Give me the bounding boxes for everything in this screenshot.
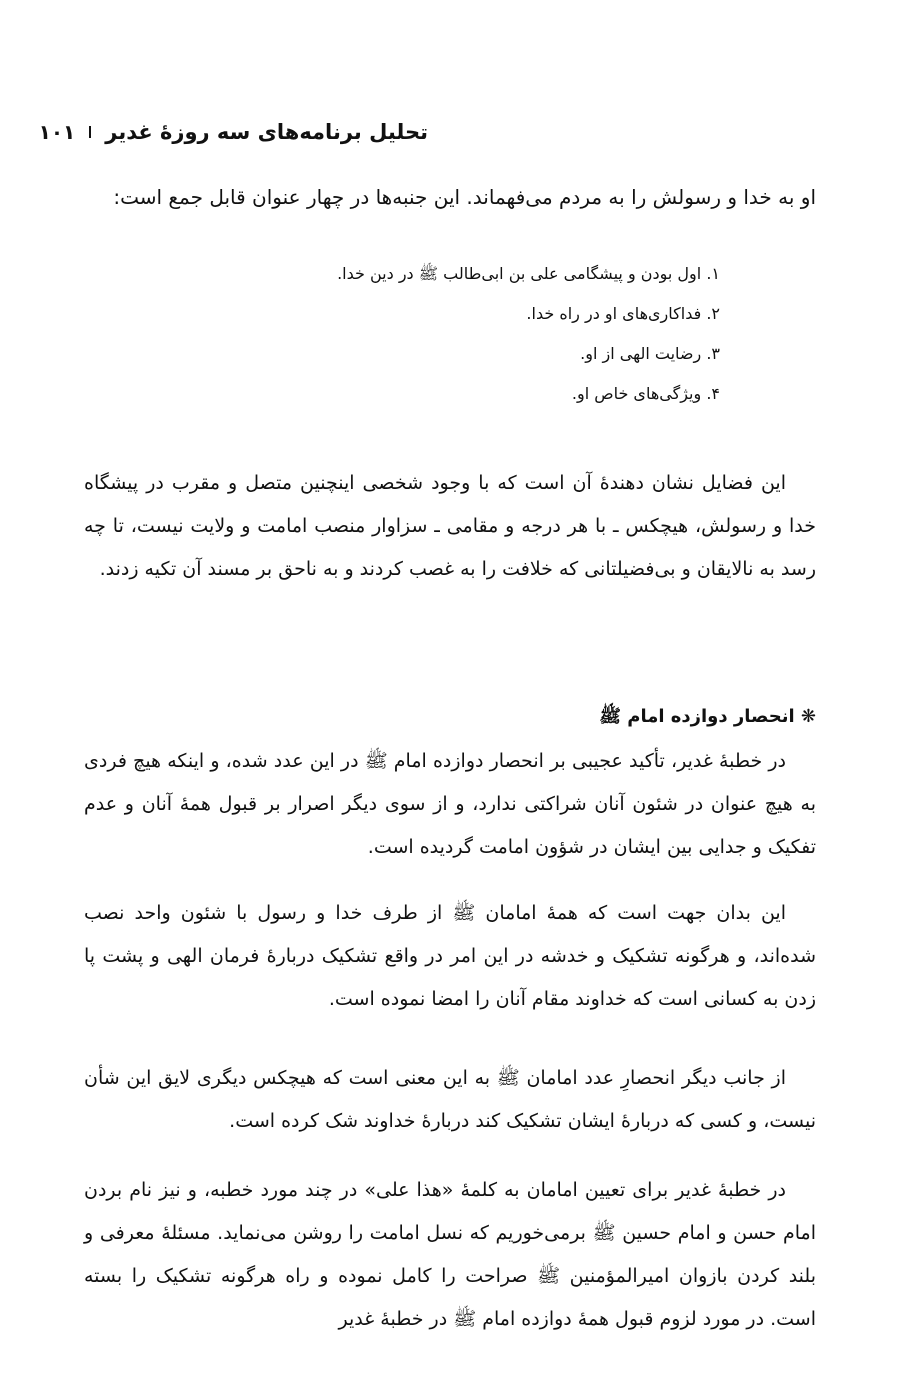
list-item: ۴. ویژگی‌های خاص او. — [571, 384, 720, 403]
list-item: ۳. رضایت الهی از او. — [580, 344, 720, 363]
separator-box-icon — [89, 126, 91, 138]
asterisk-marker-icon: ❋ — [800, 706, 816, 727]
section-title: انحصار دوازده امام ﷺ — [599, 706, 795, 727]
paragraph-virtues-conclusion: این فضایل نشان دهندهٔ آن است که با وجود شخصی اینچنین متصل و مقرب در پیشگاه خدا و رسولش، هیچکس ـ با هر درجه و مقامی ـ سزاوار منصب امامت و ولایت نیست، تا چه رسد به نالایقان و بی‌فضیلتانی که خلافت را به غصب کردند و به ناحق بر مسند آن تکیه زدند. — [84, 472, 816, 580]
running-header — [38, 112, 428, 152]
intro-line: او به خدا و رسولش را به مردم می‌فهماند. این جنبه‌ها در چهار عنوان قابل جمع است: — [113, 185, 816, 209]
running-title: تحلیل برنامه‌های سه روزهٔ غدیر — [105, 120, 428, 144]
paragraph-divine-appointment: این بدان جهت است که همهٔ امامان ﷺ از طرف خدا و رسول با شئون واحد نصب شده‌اند، و هرگونه تشکیک و خدشه در این امر در واقع تشکیک دربارهٔ فرمان الهی و پشت پا زدن به کسانی است که خداوند مقام آنان را امضا نموده است. — [84, 902, 816, 1010]
paragraph-hadha-ali: در خطبهٔ غدیر برای تعیین امامان به کلمهٔ «هذا علی» در چند مورد خطبه، و نیز نام بردن امام حسن و امام حسین ﷺ برمی‌خوریم که نسل امامت را روشن می‌نماید. مسئلهٔ معرفی و بلند کردن بازوان امیرالمؤمنین ﷺ صراحت را کامل نموده و راه هرگونه تشکیک را بسته است. در مورد لزوم قبول همهٔ دوازده امام ﷺ در خطبهٔ غدیر — [84, 1179, 816, 1330]
list-item: ۲. فداکاری‌های او در راه خدا. — [526, 304, 720, 323]
virtues-list — [200, 254, 720, 414]
paragraph-twelve-imams: در خطبهٔ غدیر، تأکید عجیبی بر انحصار دوازده امام ﷺ در این عدد شده، و اینکه هیچ فردی به هیچ عنوان در شئون آنان شراکتی ندارد، و از سوی دیگر اصرار بر قبول همهٔ آنان و عدم تفکیک و جدایی بین ایشان در شؤون امامت گردیده است. — [84, 750, 816, 858]
page-number: ۱۰۱ — [38, 120, 76, 144]
paragraph-exclusivity: از جانب دیگر انحصارِ عدد امامان ﷺ به این معنی است که هیچکس دیگری لایق این شأن نیست، و کسی که دربارهٔ ایشان تشکیک کند دربارهٔ خداوند شک کرده است. — [84, 1067, 816, 1132]
section-heading — [84, 697, 816, 737]
list-item: ۱. اول بودن و پیشگامی علی بن ابی‌طالب ﷺ در دین خدا. — [337, 264, 720, 283]
